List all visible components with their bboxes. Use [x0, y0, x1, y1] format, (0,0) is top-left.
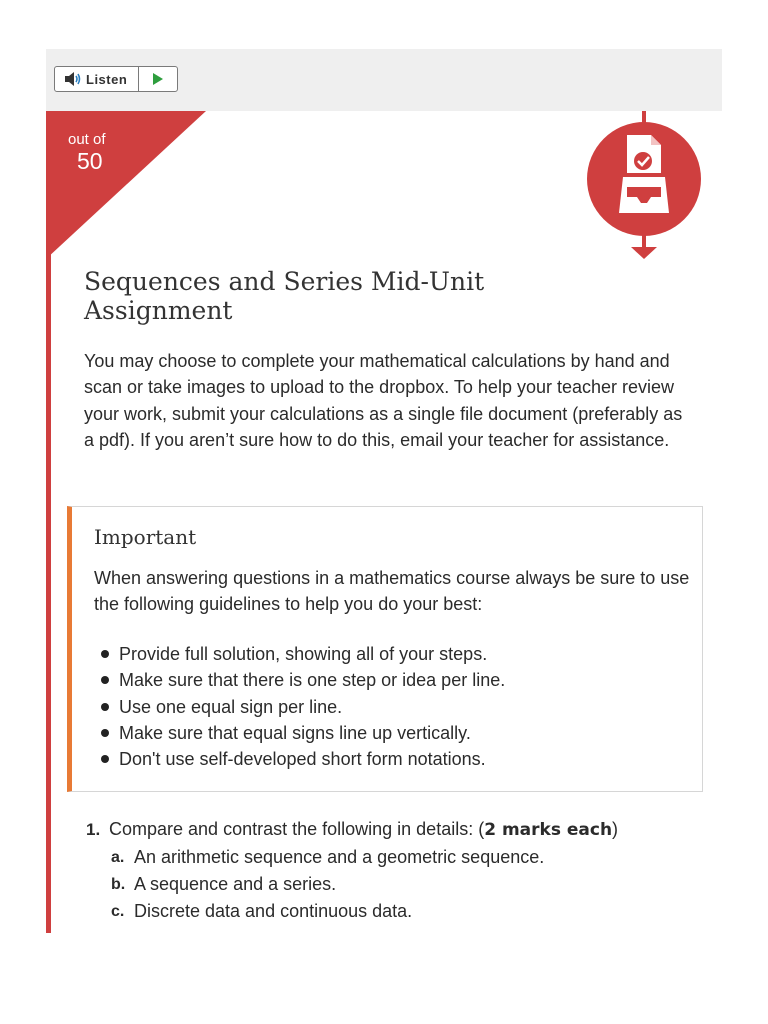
important-heading: Important: [94, 525, 197, 549]
listen-label: Listen: [86, 71, 128, 87]
play-icon: [152, 73, 164, 85]
question-text: [109, 816, 618, 844]
part-letter: a.: [111, 849, 125, 866]
listen-button[interactable]: [54, 66, 178, 92]
list-item: [94, 667, 505, 693]
question-1: [86, 816, 706, 844]
question-part-b: [86, 871, 706, 898]
score-prefix: out of: [68, 131, 106, 148]
guidelines-list: [94, 641, 505, 772]
question-part-a: [86, 844, 706, 871]
bullet-icon: [101, 755, 109, 763]
bullet-icon: [101, 729, 109, 737]
list-item-text: Use one equal sign per line.: [119, 696, 343, 717]
list-item-text: Make sure that equal signs line up vertically.: [119, 722, 471, 743]
list-item: [94, 641, 505, 667]
bullet-icon: [101, 650, 109, 658]
list-item: [94, 694, 505, 720]
part-letter: b.: [111, 876, 126, 893]
part-text: An arithmetic sequence and a geometric sequence.: [134, 847, 545, 867]
score-total: 50: [77, 148, 103, 174]
list-item-text: Provide full solution, showing all of your steps.: [119, 644, 488, 664]
listen-play-area[interactable]: [55, 67, 139, 91]
speaker-icon: [64, 72, 82, 86]
bullet-icon: [101, 676, 109, 684]
list-item-text: Make sure that there is one step or idea per line.: [119, 670, 506, 691]
toolbar: [46, 49, 722, 111]
bullet-icon: [101, 703, 109, 711]
question-text-after: ): [612, 819, 619, 839]
question-marks: 2 marks each: [484, 820, 613, 840]
list-item: [94, 720, 505, 746]
question-part-c: [86, 898, 706, 925]
list-item: [94, 746, 505, 772]
important-lead: When answering questions in a mathematics course always be sure to use the following guidelines to help you do your best:: [94, 568, 690, 615]
part-text: Discrete data and continuous data.: [134, 901, 413, 921]
score-label: [68, 131, 106, 175]
question-list: [86, 816, 706, 925]
part-letter: c.: [111, 903, 125, 920]
assignment-card: [46, 49, 722, 933]
question-text-before: Compare and contrast the following in details: (: [109, 819, 485, 839]
dropbox-submit-icon: [585, 111, 705, 261]
list-item-text: Don't use self-developed short form notations.: [119, 749, 486, 770]
intro-paragraph: You may choose to complete your mathematical calculations by hand and scan or take images to upload to the dropbox. To help your teacher review your work, submit your calculations as a single file document (preferably as a pdf). If you aren’t sure how to do this, email your teacher for assistance.: [84, 351, 683, 450]
important-callout: [67, 506, 703, 792]
page-title: Sequences and Series Mid-Unit Assignment: [84, 267, 485, 325]
question-number: 1.: [86, 820, 101, 839]
part-text: A sequence and a series.: [134, 874, 337, 894]
play-button[interactable]: [139, 67, 177, 91]
